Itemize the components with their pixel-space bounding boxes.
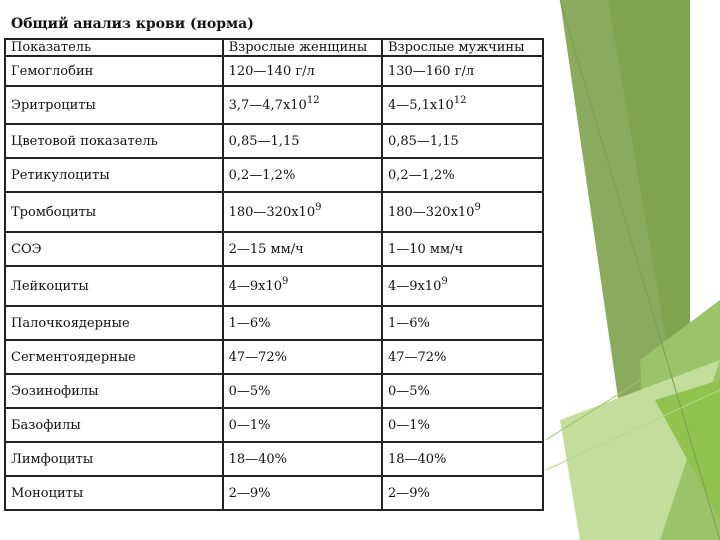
table-row bbox=[5, 86, 543, 124]
women-cell bbox=[223, 442, 382, 476]
indicator-cell bbox=[5, 442, 223, 476]
indicator-cell-text: Лимфоциты bbox=[11, 451, 94, 467]
women-cell bbox=[223, 86, 382, 124]
women-cell bbox=[223, 408, 382, 442]
indicator-cell bbox=[5, 266, 223, 306]
men-cell-exponent: 12 bbox=[453, 94, 467, 106]
men-cell-text: 18—40% bbox=[387, 451, 447, 467]
title-row bbox=[5, 9, 543, 39]
table-row bbox=[5, 124, 543, 158]
indicator-cell bbox=[5, 232, 223, 266]
table-body bbox=[5, 56, 543, 510]
indicator-cell-text: Эритроциты bbox=[11, 97, 96, 113]
women-cell-text: 180—320х10 bbox=[228, 204, 316, 220]
men-cell-text: 47—72% bbox=[387, 349, 447, 365]
men-cell bbox=[382, 476, 543, 510]
women-cell bbox=[223, 266, 382, 306]
women-cell bbox=[223, 232, 382, 266]
indicator-cell-text: Сегментоядерные bbox=[11, 349, 136, 365]
table-row bbox=[5, 442, 543, 476]
men-cell bbox=[382, 124, 543, 158]
indicator-cell-text: Ретикулоциты bbox=[11, 167, 110, 183]
men-cell bbox=[382, 158, 543, 192]
women-cell-exponent: 12 bbox=[306, 94, 320, 106]
women-cell bbox=[223, 124, 382, 158]
men-cell bbox=[382, 56, 543, 86]
indicator-cell bbox=[5, 340, 223, 374]
indicator-cell-text: Гемоглобин bbox=[11, 63, 94, 79]
men-cell bbox=[382, 442, 543, 476]
women-cell-text: 0—5% bbox=[228, 383, 271, 399]
women-cell-text: 18—40% bbox=[228, 451, 288, 467]
men-cell-text: 0,2—1,2% bbox=[387, 167, 455, 183]
table-row bbox=[5, 232, 543, 266]
women-cell-text: 47—72% bbox=[228, 349, 288, 365]
women-cell bbox=[223, 158, 382, 192]
indicator-cell bbox=[5, 192, 223, 232]
indicator-cell bbox=[5, 124, 223, 158]
women-cell bbox=[223, 476, 382, 510]
women-cell-exponent: 9 bbox=[315, 201, 322, 213]
table-row bbox=[5, 56, 543, 86]
men-cell-text: 0—1% bbox=[387, 417, 430, 433]
table-row bbox=[5, 340, 543, 374]
indicator-cell-text: Тромбоциты bbox=[11, 204, 97, 220]
men-cell-exponent: 9 bbox=[474, 201, 481, 213]
women-cell-text: 120—140 г/л bbox=[228, 63, 315, 79]
indicator-cell bbox=[5, 374, 223, 408]
table-row bbox=[5, 408, 543, 442]
men-cell-text: 0,85—1,15 bbox=[387, 133, 459, 149]
men-cell bbox=[382, 232, 543, 266]
blood-test-table bbox=[4, 8, 544, 511]
women-cell-exponent: 9 bbox=[282, 275, 289, 287]
men-cell-text: 1—6% bbox=[387, 315, 430, 331]
indicator-cell bbox=[5, 56, 223, 86]
women-cell bbox=[223, 340, 382, 374]
indicator-cell bbox=[5, 86, 223, 124]
men-cell-text: 2—9% bbox=[387, 485, 430, 501]
men-cell bbox=[382, 266, 543, 306]
women-cell bbox=[223, 374, 382, 408]
men-cell bbox=[382, 86, 543, 124]
header-women: Взрослые женщины bbox=[223, 39, 382, 56]
women-cell-text: 0—1% bbox=[228, 417, 271, 433]
women-cell bbox=[223, 306, 382, 340]
indicator-cell bbox=[5, 476, 223, 510]
table-row bbox=[5, 476, 543, 510]
women-cell-text: 2—15 мм/ч bbox=[228, 241, 304, 257]
table-row bbox=[5, 266, 543, 306]
indicator-cell-text: Моноциты bbox=[11, 485, 84, 501]
men-cell-text: 130—160 г/л bbox=[387, 63, 475, 79]
women-cell-text: 4—9х10 bbox=[228, 278, 283, 294]
table-row bbox=[5, 158, 543, 192]
indicator-cell bbox=[5, 158, 223, 192]
men-cell bbox=[382, 408, 543, 442]
indicator-cell-text: Лейкоциты bbox=[11, 278, 89, 294]
indicator-cell-text: Палочкоядерные bbox=[11, 315, 130, 331]
header-indicator: Показатель bbox=[5, 39, 223, 56]
women-cell-text: 0,85—1,15 bbox=[228, 133, 300, 149]
men-cell bbox=[382, 340, 543, 374]
header-row bbox=[5, 39, 543, 56]
women-cell-text: 0,2—1,2% bbox=[228, 167, 296, 183]
men-cell-text: 0—5% bbox=[387, 383, 430, 399]
men-cell bbox=[382, 374, 543, 408]
women-cell bbox=[223, 56, 382, 86]
men-cell-text: 180—320х10 bbox=[387, 204, 475, 220]
table-row bbox=[5, 374, 543, 408]
women-cell-text: 2—9% bbox=[228, 485, 271, 501]
table-row bbox=[5, 192, 543, 232]
women-cell bbox=[223, 192, 382, 232]
indicator-cell bbox=[5, 306, 223, 340]
women-cell-text: 3,7—4,7х10 bbox=[228, 97, 307, 113]
table-title: Общий анализ крови (норма) bbox=[5, 9, 543, 39]
indicator-cell bbox=[5, 408, 223, 442]
men-cell bbox=[382, 192, 543, 232]
men-cell-text: 4—5,1х10 bbox=[387, 97, 454, 113]
table-row bbox=[5, 306, 543, 340]
indicator-cell-text: Базофилы bbox=[11, 417, 81, 433]
men-cell-text: 4—9х10 bbox=[387, 278, 442, 294]
indicator-cell-text: Цветовой показатель bbox=[11, 133, 158, 149]
indicator-cell-text: Эозинофилы bbox=[11, 383, 99, 399]
men-cell bbox=[382, 306, 543, 340]
header-men: Взрослые мужчины bbox=[382, 39, 543, 56]
men-cell-exponent: 9 bbox=[441, 275, 448, 287]
men-cell-text: 1—10 мм/ч bbox=[387, 241, 464, 257]
women-cell-text: 1—6% bbox=[228, 315, 271, 331]
indicator-cell-text: СОЭ bbox=[11, 241, 42, 257]
